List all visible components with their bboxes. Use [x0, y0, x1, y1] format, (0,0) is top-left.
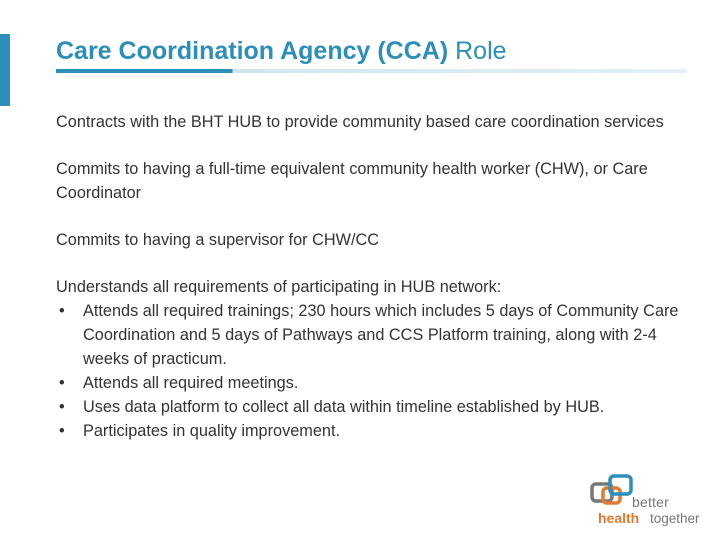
requirements-section — [56, 275, 696, 443]
list-item — [56, 395, 696, 419]
page-title — [56, 34, 507, 68]
list-item — [56, 371, 696, 395]
title-underline — [56, 69, 686, 73]
bullet-icon: • — [59, 374, 65, 392]
list-item-text: Attends all required meetings. — [83, 374, 299, 392]
overlapping-squares-logo-icon — [590, 474, 638, 510]
list-item-text: Participates in quality improvement. — [83, 422, 340, 440]
list-item — [56, 299, 696, 371]
requirements-intro: Understands all requirements of participating in HUB network: — [56, 278, 502, 296]
title-light-part: Role — [455, 37, 507, 65]
paragraph-contracts: Contracts with the BHT HUB to provide community based care coordination services — [56, 113, 664, 131]
requirements-list — [56, 299, 696, 443]
list-item-text: Uses data platform to collect all data within timeline established by HUB. — [83, 398, 605, 416]
logo-text-better: better — [632, 494, 669, 510]
paragraph-supervisor: Commits to having a supervisor for CHW/CC — [56, 231, 379, 249]
list-item — [56, 419, 696, 443]
title-bold-part: Care Coordination Agency (CCA) — [56, 37, 449, 65]
slide-body — [56, 110, 696, 443]
better-health-together-logo — [590, 474, 710, 530]
paragraph-chw-commitment: Commits to having a full-time equivalent community health worker (CHW), or Care Coordinator — [56, 160, 648, 202]
logo-text-together: together — [650, 511, 700, 526]
list-item-text: Attends all required trainings; 230 hours which includes 5 days of Community Care Coordination and 5 days of Pathways and CCS Platform training, along with 2-4 weeks of practicum. — [83, 302, 679, 368]
bullet-icon: • — [59, 302, 65, 320]
left-accent-bar — [0, 34, 10, 106]
bullet-icon: • — [59, 398, 65, 416]
logo-text-health: health — [598, 510, 640, 526]
bullet-icon: • — [59, 422, 65, 440]
